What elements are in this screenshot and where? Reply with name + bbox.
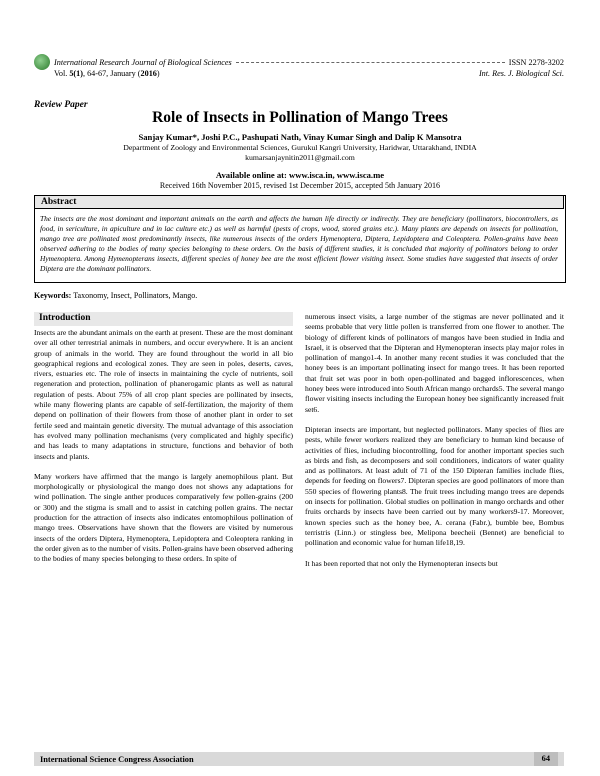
section-tag: Review Paper: [34, 100, 88, 110]
page-number: 64: [534, 752, 558, 766]
right-column: [305, 312, 564, 579]
paragraph: It has been reported that not only the Hymenopteran insects but: [305, 558, 498, 568]
authors: Sanjay Kumar*, Joshi P.C., Pashupati Nath, Vinay Kumar Singh and Dalip K Mansotra: [138, 132, 462, 142]
issn: ISSN 2278-3202: [508, 58, 564, 67]
journal-header: [34, 58, 564, 78]
abstract-heading: Abstract: [34, 195, 564, 209]
left-column: [34, 328, 293, 575]
journal-short-name: Int. Res. J. Biological Sci.: [478, 69, 564, 78]
volume-info: Vol. 5(1), 64-67, January (2016): [54, 69, 160, 78]
footer-association: International Science Congress Association: [40, 754, 194, 764]
paragraph: Dipteran insects are important, but neglected pollinators. Many species of flies are pests, while fewer workers realized they are beneficiary to human kind because of activities of flies, including biocontrolling, food for another important species such as birds and fish, as decomposers and soil conditioners, indicators of water quality and as pollinators. At least adult of 71 of the 150 Dipteran families include flies, depends for feeding on flowers7. Dipteran species are good pollinators of more than 550 species of flowering plants8. The fruit trees including mango trees are depends on insects for pollination. Global studies on pollination in mango orchards and other fruits orchards by insects have been carried out by many workers9-17. Moreover, known species such as the honey bee, A. cerana (Fabr.), bumble bee, Bombus terristris (Linn.) or stingless bee, Melipona beecheii (Bennet) are beneficial to pollination and economic value for human life18,19.: [305, 424, 564, 548]
keywords-text: Taxonomy, Insect, Pollinators, Mango.: [73, 291, 198, 300]
keywords: [34, 291, 197, 300]
email: kumarsanjaynitin2011@gmail.com: [245, 153, 355, 162]
abstract-text: The insects are the most dominant and important animals on the earth and affects the human life directly or indirectly. They are beneficiary (pollinators, biocontrollers, as food, in sericulture, in apiculture and in lac culture etc.) as well as harmful (pests of crops, wood, stored grains etc.). Many plants are depends on insects for pollination, mango tree are pollinated most predominantly insects, like numerous insects of the orders Hymenoptera, Diptera, Lepidoptera and Coleoptera. Pollen-grains have been observed adhering to the bodies of many species belonging to these orders. On the basis of different studies, it is concluded that majority of pollinators belong to order Hymenoptera. Among Hymenopterans insects, different species of honey bee are the most efficient flower visiting insect. Some studies have suggested that insects of order Diptera are the dominant pollinators.: [40, 214, 558, 274]
header-rule: [236, 62, 505, 63]
affiliation-block: [0, 143, 600, 163]
journal-name: International Research Journal of Biological Sciences: [54, 58, 232, 67]
paragraph: Insects are the abundant animals on the earth at present. These are the most dominant over all other terrestrial animals in numbers, and occur everywhere. It is an ancient group of animals in the world. They are found throughout the world in all bio geographical regions and ecological zones. They are seen in poles, deserts, caves, rivers, estuaries etc. The role of insects in maintaining the cycle of nutrients, soil regeneration and protection, pollination of phanerogamic plants as well as natural regulation of pests. About 75% of all crop plant species are pollinated by insects, while many flowering plants are capable of self-fertilization, the majority of them depend on pollination of their flowers from those of another plant in order to set fertile seed and maintain genetic diversity. The mutual advantage of this association has evolved many pollination mechanisms (very complicated and highly specific) and has leads to many adaptations in structure, functions and behavior of both insects and plants.: [34, 328, 294, 461]
affiliation: Department of Zoology and Environmental Sciences, Gurukul Kangri University, Haridwar, Uttarakhand, INDIA: [123, 143, 477, 152]
paragraph: numerous insect visits, a large number of the stigmas are never pollinated and it seems probable that very little pollen is transferred from one flower to another. The biology of different kinds of pollinators of mangos have been studied in India and Israel, it is observed that the Dipteran and Hymenopteran insects play major roles in pollination of mango1-4. In another many recent studies it was concluded that the honey bees is an important pollinating insect for mango trees. It has been reported that fruit set was poor in both open-pollinated and bagged inflorescences, when honey bees were introduced into South African mango orchards5. The several mango flower visiting insects including the European honey bee significantly increased fruit set6.: [305, 312, 564, 414]
paper-title: Role of Insects in Pollination of Mango Trees: [152, 109, 448, 126]
keywords-label: Keywords:: [34, 291, 72, 300]
available-online: Available online at: www.isca.in, www.isca.me: [215, 170, 385, 180]
paragraph: Many workers have affirmed that the mango is largely anemophilous plant. But morphologically or physiological the mango does not shows any adaptations for wind pollination. The single anther produces comparatively few pollen-grains (200 or 300) and the stigma is small and to assist in catching pollen grains. The nectar production for the attraction of insects also indicates entomophilous pollination of mango trees. Observations have shown that the flowers are visited by numerous insects of the orders Diptera, Hymenoptera, Lepidoptera and Coleoptera ranking in the order given as to the number of visits. Pollen-grains have been observed adhering to the bodies of many species belonging to these orders. In spite of: [34, 471, 293, 564]
page-footer: [34, 752, 564, 766]
introduction-heading: Introduction: [34, 312, 293, 326]
received-dates: Received 16th November 2015, revised 1st December 2015, accepted 5th January 2016: [159, 181, 441, 190]
